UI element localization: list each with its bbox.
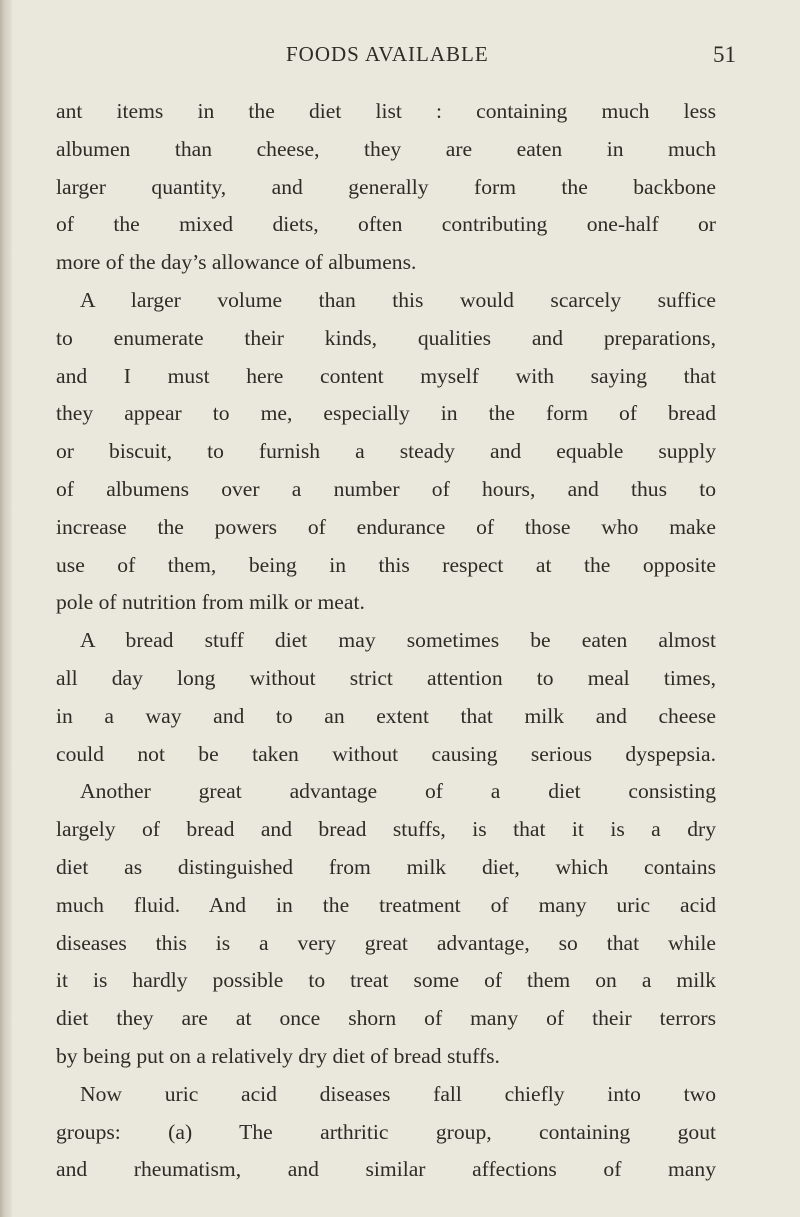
text-line: groups: (a) The arthritic group, containing gout [56, 1119, 716, 1144]
text-line: largely of bread and bread stuffs, is that it is a dry [56, 817, 716, 842]
text-line: ant items in the diet list : containing much less [56, 99, 716, 123]
text-line: in a way and to an extent that milk and cheese [56, 703, 716, 728]
text-line: increase the powers of endurance of those who make [56, 514, 716, 539]
text-line: A bread stuff diet may sometimes be eaten almost [80, 628, 716, 653]
text-line: could not be taken without causing serious dyspepsia. [56, 741, 716, 766]
text-line: all day long without strict attention to meal times, [56, 665, 716, 690]
page-header [0, 42, 800, 76]
text-line: diseases this is a very great advantage, so that while [56, 930, 716, 955]
text-line: Now uric acid diseases fall chiefly into two [80, 1081, 716, 1106]
page-number: 51 [713, 42, 736, 67]
page-binding-edge [0, 0, 12, 1217]
running-head: FOODS AVAILABLE [286, 42, 489, 66]
text-line: of the mixed diets, often contributing one-half or [56, 212, 716, 237]
text-line: it is hardly possible to treat some of them on a milk [56, 968, 716, 993]
text-line: of albumens over a number of hours, and thus to [56, 476, 716, 501]
text-line: Another great advantage of a diet consisting [80, 779, 716, 804]
text-line: diet they are at once shorn of many of their terrors [56, 1006, 716, 1031]
text-line: pole of nutrition from milk or meat. [56, 590, 365, 615]
text-line: more of the day’s allowance of albumens. [56, 250, 417, 275]
text-line: and I must here content myself with saying that [56, 363, 716, 388]
text-line: albumen than cheese, they are eaten in much [56, 136, 716, 161]
text-line: use of them, being in this respect at the opposite [56, 552, 716, 577]
body-text [56, 93, 716, 1189]
text-line: diet as distinguished from milk diet, which contains [56, 854, 716, 879]
text-line: to enumerate their kinds, qualities and preparations, [56, 325, 716, 350]
text-line: larger quantity, and generally form the backbone [56, 174, 716, 199]
text-line: by being put on a relatively dry diet of bread stuffs. [56, 1043, 500, 1068]
text-line: much fluid. And in the treatment of many uric acid [56, 892, 716, 917]
text-line: or biscuit, to furnish a steady and equable supply [56, 439, 716, 464]
text-line: they appear to me, especially in the form of bread [56, 401, 716, 426]
text-line: A larger volume than this would scarcely suffice [80, 287, 716, 312]
text-line: and rheumatism, and similar affections of many [56, 1157, 716, 1182]
